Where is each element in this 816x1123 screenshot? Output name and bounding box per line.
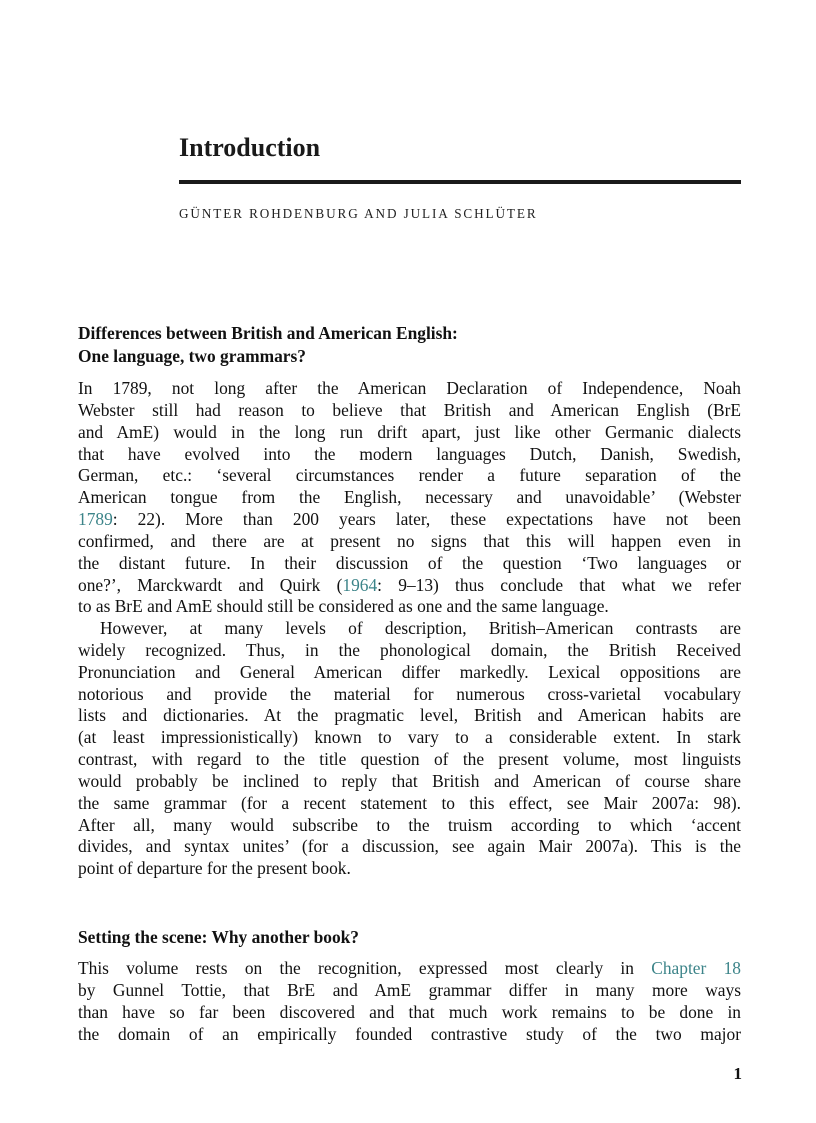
text-line: and AmE) would in the long run drift apart, just like other Germanic dialects [78, 421, 741, 442]
text-line: would probably be inclined to reply that British and American of course share [78, 770, 741, 791]
text-line [78, 509, 741, 531]
section-heading-line: Setting the scene: Why another book? [78, 927, 360, 947]
text-line: Webster still had reason to believe that British and American English (BrE [78, 399, 741, 420]
text-line: than have so far been discovered and that much work remains to be done in [78, 1001, 741, 1022]
page-number: 1 [733, 1064, 742, 1083]
paragraph-contrasts [78, 618, 741, 880]
text-line: American tongue from the English, necessary and unavoidable’ (Webster [78, 487, 741, 508]
section-heading-line: One language, two grammars? [78, 345, 306, 366]
text-fragment: one?’, Marckwardt and Quirk ( [78, 574, 343, 595]
text-line [78, 575, 741, 597]
text-line: the domain of an empirically founded contrastive study of the two major [78, 1023, 741, 1044]
text-line: However, at many levels of description, British–American contrasts are [100, 618, 741, 638]
text-line: point of departure for the present book. [78, 858, 351, 879]
section-heading-differences [78, 322, 741, 367]
text-line: to as BrE and AmE should still be considered as one and the same language. [78, 596, 609, 617]
title-rule [179, 180, 741, 184]
section-heading-line: Differences between British and American English: [78, 323, 458, 343]
text-fragment: : 9–13) thus conclude that what we refer [377, 574, 741, 595]
section-heading-setting-the-scene [78, 926, 741, 949]
citation-link-marckwardt-quirk-1964[interactable]: 1964 [342, 574, 378, 595]
text-line: (at least impressionistically) known to vary to a considerable extent. In stark [78, 727, 741, 748]
text-line: confirmed, and there are at present no signs that this will happen even in [78, 530, 741, 551]
text-line: Pronunciation and General American differ markedly. Lexical oppositions are [78, 661, 741, 682]
text-line: the distant future. In their discussion of the question ‘Two languages or [78, 552, 741, 573]
text-line: divides, and syntax unites’ (for a discussion, see again Mair 2007a). This is the [78, 836, 741, 857]
text-line: lists and dictionaries. At the pragmatic level, British and American habits are [78, 705, 741, 726]
text-fragment: This volume rests on the recognition, expressed most clearly in [78, 958, 634, 978]
chapter-title: Introduction [179, 133, 321, 162]
chapter-authors: GÜNTER ROHDENBURG AND JULIA SCHLÜTER [179, 206, 538, 221]
text-line: the same grammar (for a recent statement to this effect, see Mair 2007a: 98). [78, 792, 741, 813]
text-line: notorious and provide the material for numerous cross-varietal vocabulary [78, 683, 741, 704]
text-line: that have evolved into the modern languages Dutch, Danish, Swedish, [78, 443, 741, 464]
text-line: German, etc.: ‘several circumstances render a future separation of the [78, 465, 741, 486]
text-line: After all, many would subscribe to the truism according to which ‘accent [78, 814, 741, 835]
paragraph-webster [78, 378, 741, 618]
text-line [78, 958, 741, 980]
text-line: widely recognized. Thus, in the phonological domain, the British Received [78, 639, 741, 660]
text-line: by Gunnel Tottie, that BrE and AmE grammar differ in many more ways [78, 979, 741, 1000]
chapter-18-link[interactable]: Chapter 18 [651, 958, 741, 978]
text-fragment: : 22). More than 200 years later, these expectations have not been [112, 509, 741, 530]
text-line: In 1789, not long after the American Declaration of Independence, Noah [78, 378, 741, 398]
citation-link-webster-1789[interactable]: 1789 [78, 509, 113, 530]
text-line: contrast, with regard to the title question of the present volume, most linguists [78, 749, 741, 770]
paragraph-volume [78, 958, 741, 1045]
